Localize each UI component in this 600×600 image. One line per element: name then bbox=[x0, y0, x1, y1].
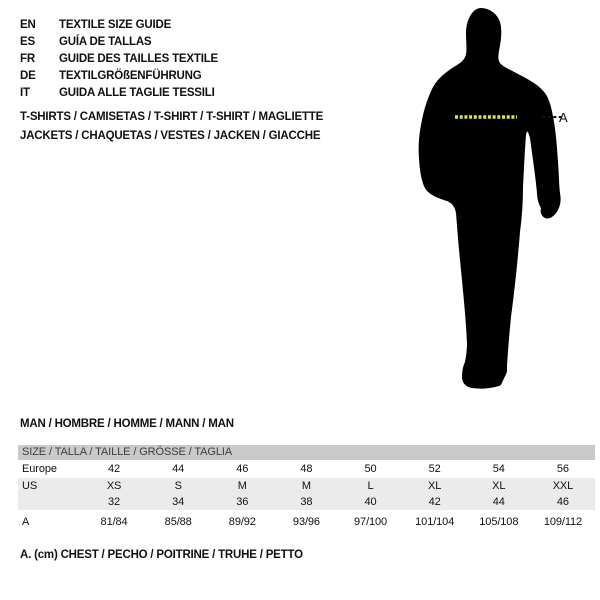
language-code: DE bbox=[20, 70, 36, 82]
table-cell: 97/100 bbox=[354, 515, 388, 528]
table-row-chest-cm bbox=[18, 511, 595, 531]
table-cell: 105/108 bbox=[479, 515, 519, 528]
table-cell: 32 bbox=[108, 496, 121, 508]
language-label: GUIDE DES TAILLES TEXTILE bbox=[59, 53, 218, 65]
table-cell: 52 bbox=[428, 463, 441, 475]
man-silhouette bbox=[415, 6, 565, 390]
table-cell: 46 bbox=[556, 496, 569, 508]
table-cell: S bbox=[174, 480, 182, 492]
language-code: ES bbox=[20, 36, 35, 48]
table-cell: 44 bbox=[492, 496, 505, 508]
section-title-man: MAN / HOMBRE / HOMME / MANN / MAN bbox=[20, 418, 234, 430]
table-cell: XL bbox=[428, 480, 442, 492]
row-label: Europe bbox=[22, 463, 57, 475]
man-silhouette-body bbox=[419, 8, 561, 389]
row-label: US bbox=[22, 480, 38, 492]
table-cell: XXL bbox=[552, 480, 574, 492]
table-cell: 38 bbox=[300, 496, 313, 508]
table-cell: 40 bbox=[364, 496, 377, 508]
measure-label-a: A bbox=[559, 110, 568, 125]
table-cell: 101/104 bbox=[415, 515, 455, 528]
table-cell: 85/88 bbox=[164, 515, 192, 528]
table-cell: 36 bbox=[236, 496, 249, 508]
category-lines bbox=[20, 108, 323, 146]
table-row-uk-sizes bbox=[18, 494, 595, 510]
size-table-header: SIZE / TALLA / TAILLE / GRÖSSE / TAGLIA bbox=[18, 445, 595, 460]
table-cell: XL bbox=[492, 480, 506, 492]
table-cell: 81/84 bbox=[100, 515, 128, 528]
table-cell: 42 bbox=[428, 496, 441, 508]
table-cell: 109/112 bbox=[543, 515, 583, 528]
table-cell: XS bbox=[106, 480, 122, 492]
table-cell: M bbox=[301, 480, 311, 492]
language-label: TEXTILE SIZE GUIDE bbox=[59, 19, 172, 31]
table-row-europe bbox=[18, 460, 595, 478]
table-row-us bbox=[18, 478, 595, 494]
language-label: GUÍA DE TALLAS bbox=[59, 36, 152, 48]
table-cell: 50 bbox=[364, 463, 377, 475]
language-code: EN bbox=[20, 19, 36, 31]
table-cell: M bbox=[237, 480, 247, 492]
language-item bbox=[20, 34, 218, 51]
size-table bbox=[18, 445, 595, 531]
table-cell: 93/96 bbox=[292, 515, 320, 528]
table-cell: 56 bbox=[556, 463, 569, 475]
table-cell: 42 bbox=[108, 463, 121, 475]
language-label: GUIDA ALLE TAGLIE TESSILI bbox=[59, 87, 215, 99]
language-code: FR bbox=[20, 53, 35, 65]
table-cell: 46 bbox=[236, 463, 249, 475]
language-item bbox=[20, 85, 218, 102]
table-cell: L bbox=[367, 480, 374, 492]
table-cell: 48 bbox=[300, 463, 313, 475]
language-item bbox=[20, 17, 218, 34]
language-item bbox=[20, 51, 218, 68]
category-line-tshirts: T-SHIRTS / CAMISETAS / T-SHIRT / T-SHIRT / MAGLIETTE bbox=[20, 111, 324, 123]
language-item bbox=[20, 68, 218, 85]
category-line-jackets: JACKETS / CHAQUETAS / VESTES / JACKEN / GIACCHE bbox=[20, 130, 321, 142]
row-label: A bbox=[22, 515, 30, 528]
language-list bbox=[20, 17, 218, 102]
table-cell: 34 bbox=[172, 496, 185, 508]
language-code: IT bbox=[20, 87, 30, 99]
language-label: TEXTILGRÖßENFÜHRUNG bbox=[59, 70, 202, 82]
table-cell: 89/92 bbox=[228, 515, 256, 528]
table-cell: 44 bbox=[172, 463, 185, 475]
measurement-footnote: A. (cm) CHEST / PECHO / POITRINE / TRUHE / PETTO bbox=[20, 549, 303, 561]
table-cell: 54 bbox=[492, 463, 505, 475]
